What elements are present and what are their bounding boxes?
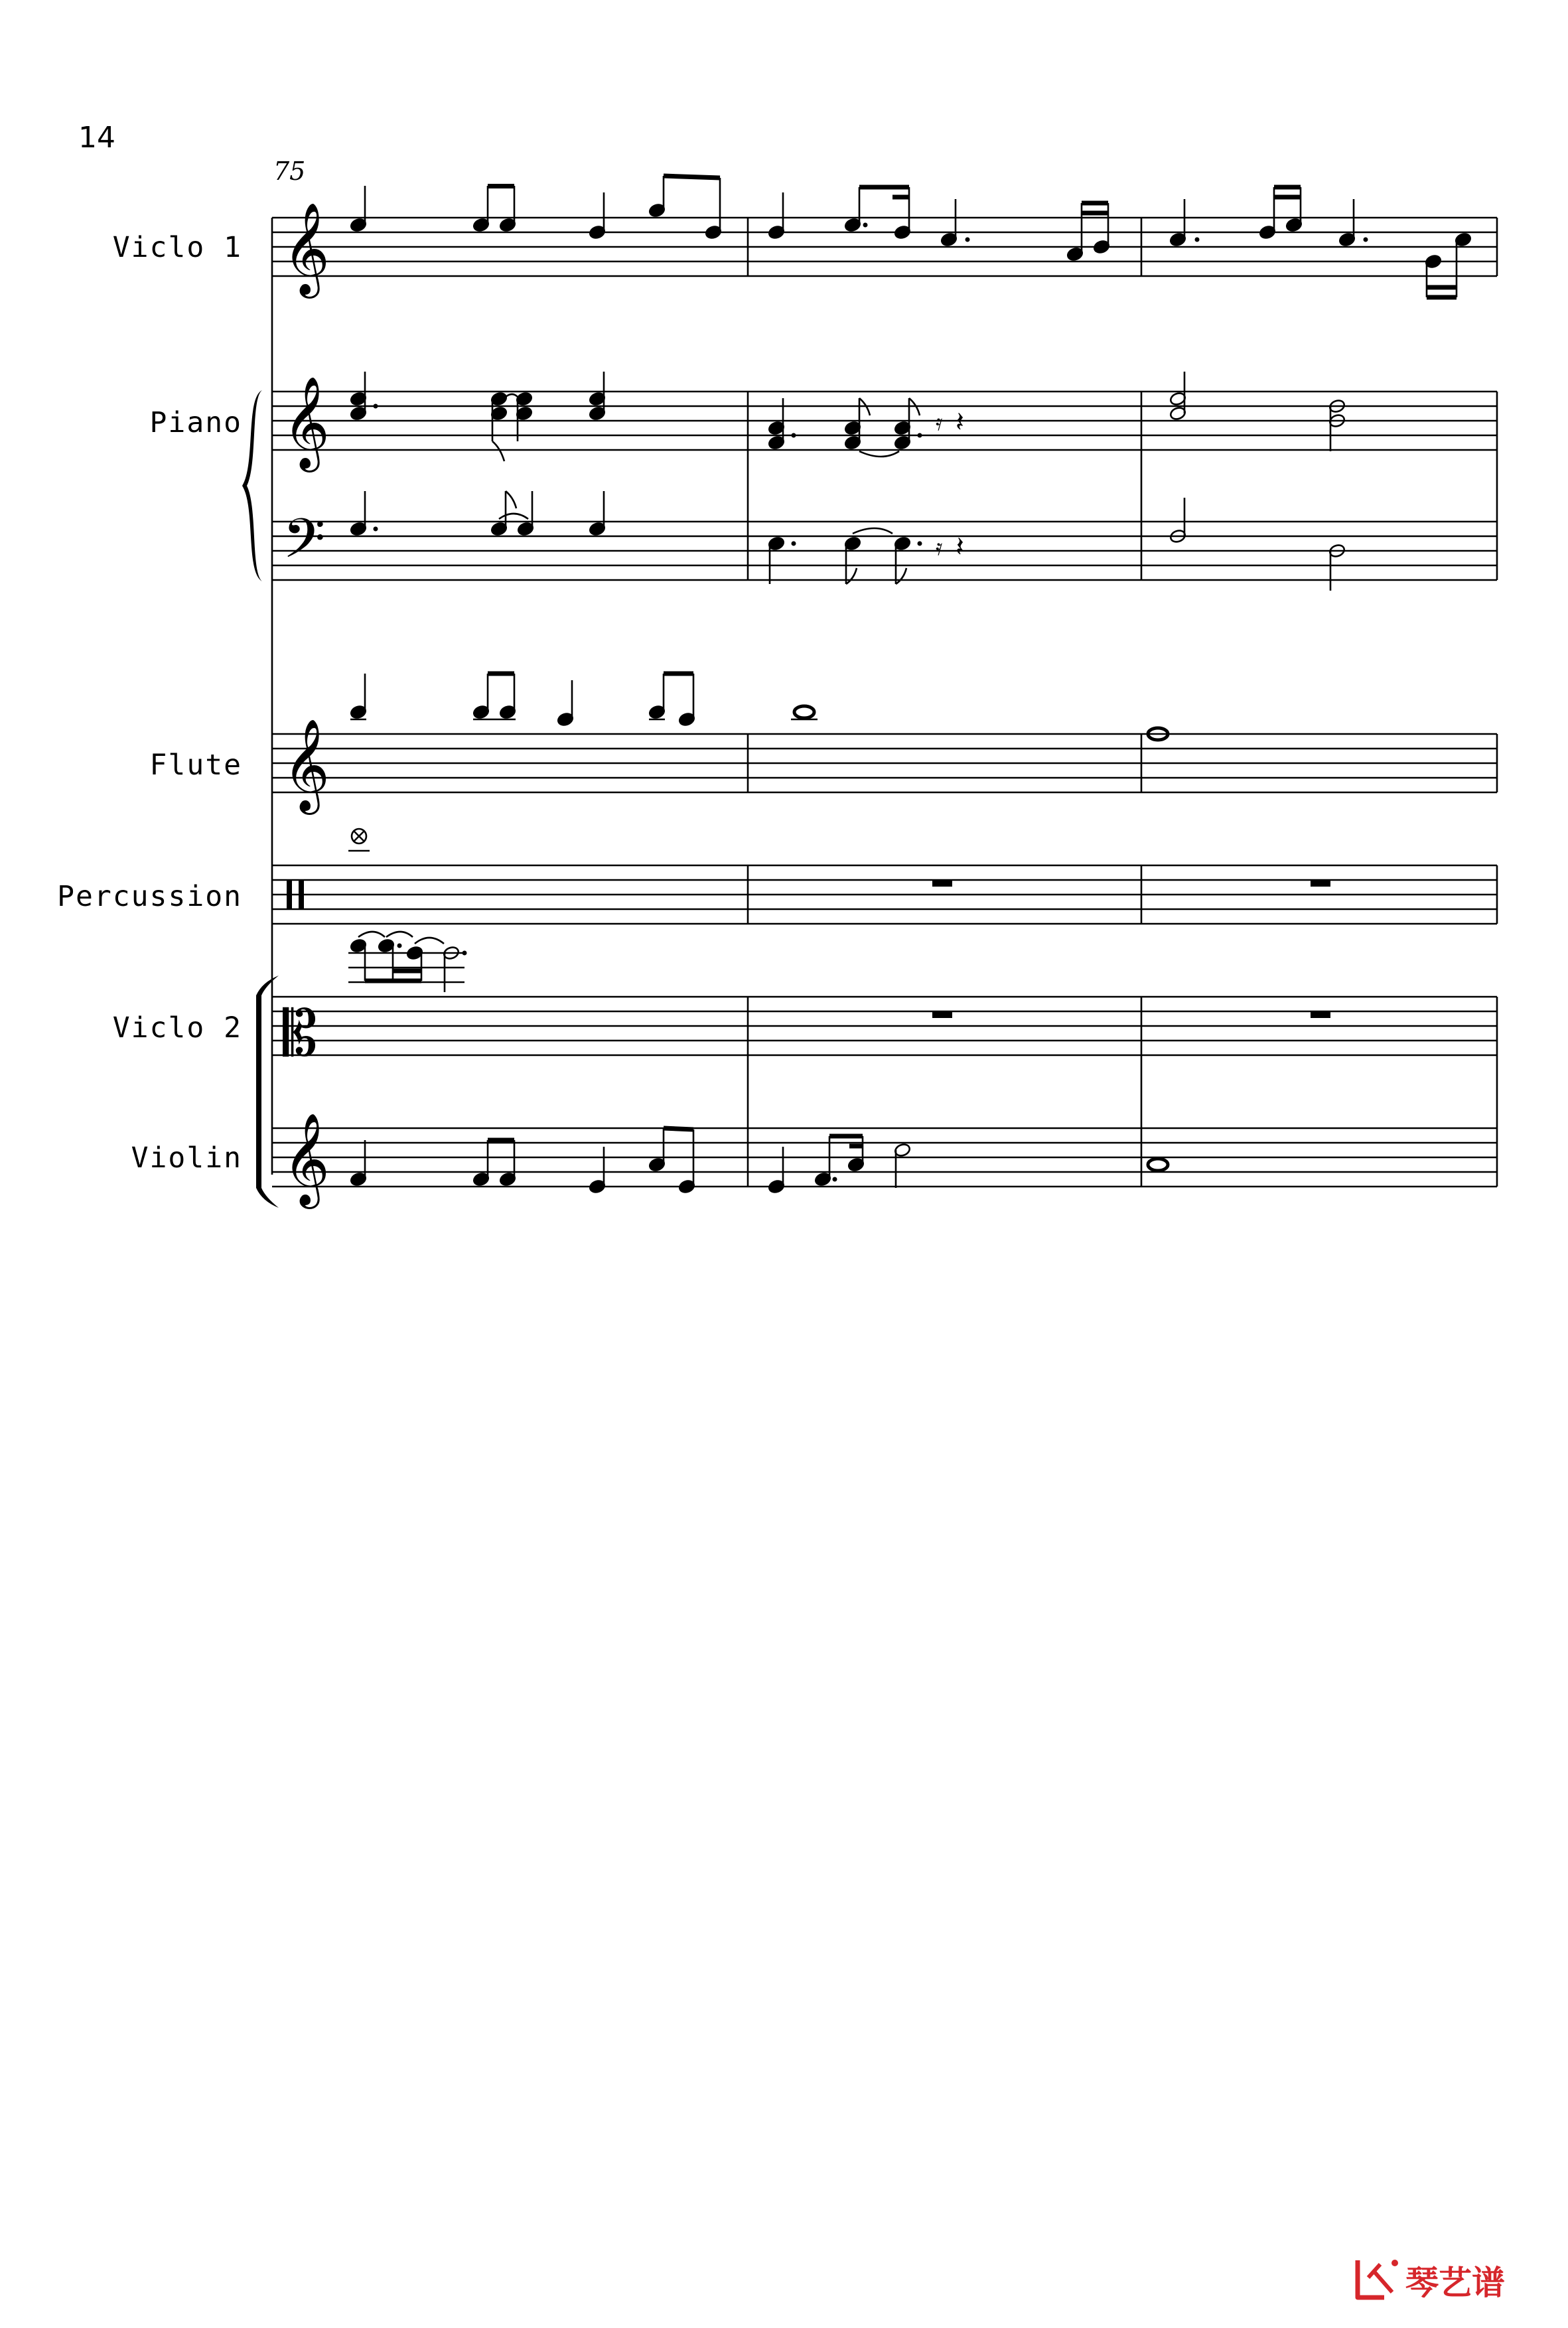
- piano-brace: [242, 390, 262, 581]
- instrument-label-piano: Piano: [149, 406, 242, 439]
- piano-treble-notes: [350, 372, 1346, 461]
- viclo1-notes: [350, 176, 1472, 297]
- logo-text: 琴艺谱: [1405, 2264, 1505, 2302]
- instrument-label-percussion: Percussion: [57, 880, 242, 913]
- sixteenth-rest-icon: 𝄿: [936, 534, 943, 561]
- instrument-label-flute: Flute: [149, 749, 242, 782]
- staff-piano-treble: [272, 392, 1497, 450]
- quarter-rest-icon: 𝄽: [956, 405, 964, 438]
- page-number: 14: [78, 121, 115, 155]
- staff-percussion: [272, 865, 1497, 924]
- treble-clef-icon: 𝄞: [283, 376, 330, 469]
- bass-clef-icon: 𝄢: [283, 506, 326, 584]
- treble-clef-icon: 𝄞: [283, 1113, 330, 1205]
- quarter-rest-icon: 𝄽: [956, 530, 964, 563]
- staff-viclo2: [272, 997, 1497, 1055]
- piano-bass-notes: [350, 491, 1346, 591]
- staff-flute: [272, 734, 1497, 792]
- measure-number: 75: [273, 157, 306, 186]
- staff-viclo1: [272, 218, 1497, 276]
- staff-violin: [272, 1128, 1497, 1187]
- percussion-notes: [348, 829, 1330, 887]
- string-bracket: [256, 976, 279, 1208]
- whole-rest-icon: [1311, 880, 1330, 887]
- treble-clef-icon: 𝄞: [283, 202, 330, 295]
- viclo2-notes: [348, 932, 1330, 1018]
- whole-rest-icon: [1311, 1011, 1330, 1018]
- whole-rest-icon: [932, 880, 952, 887]
- instrument-label-violin: Violin: [131, 1141, 242, 1175]
- flute-notes: [350, 674, 1168, 740]
- alto-clef-icon: 𝄡: [283, 998, 318, 1070]
- instrument-label-viclo1: Viclo 1: [112, 231, 242, 264]
- staff-lines: [272, 218, 1497, 1187]
- treble-clef-icon: 𝄞: [283, 719, 330, 811]
- violin-notes: [350, 1128, 1168, 1194]
- whole-rest-icon: [932, 1011, 952, 1018]
- instrument-label-viclo2: Viclo 2: [112, 1011, 242, 1045]
- sixteenth-rest-icon: 𝄿: [936, 409, 943, 436]
